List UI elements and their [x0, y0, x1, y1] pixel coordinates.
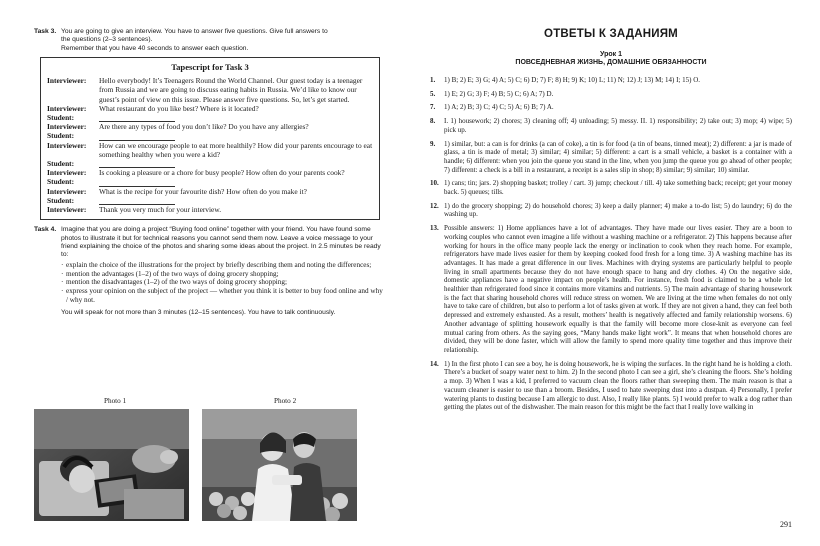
lesson-heading: Урок 1 [600, 51, 622, 58]
answers-title: ОТВЕТЫ К ЗАДАНИЯМ [544, 28, 678, 40]
tapescript-row [47, 122, 373, 131]
speaker-label: Interviewer: [47, 122, 87, 132]
answer-text: I. 1) housework; 2) chores; 3) cleaning off; 4) unloading; 5) messy. II. 1) responsibility; 2) take out; 3) mop; 4) wipe; 5) pick up. [444, 117, 792, 134]
answer-item [430, 179, 792, 196]
blank-line [99, 180, 175, 187]
answer-line [99, 196, 373, 205]
tapescript-row [47, 104, 373, 113]
task4-bullets [61, 261, 384, 305]
answer-item [430, 224, 792, 355]
answer-line [99, 131, 373, 140]
answer-item [430, 76, 792, 85]
task4-bullet: · mention the advantages (1–2) of the two ways of doing grocery shopping; [61, 269, 279, 278]
speaker-text: How can we encourage people to eat more healthily? How did your parents encourage to eat something healthy when you were a kid? [99, 140, 373, 159]
tapescript-row [47, 159, 373, 168]
answer-text: Possible answers: 1) Home appliances have a lot of advantages. They have made our lives easier. They are a boon to working couples who cannot even imagine a life without a washing machine or a refrigerator. 2) This happens because after working for hours in the office many people lack the energy or inclination to cook when they reach home. For example, refrigerators have made lives easier for them by keeping cooked food fresh for a long time. 3) A washing machine has its advantages. It has made a great difference in our lives. Machines with drying systems are particularly helpful to people living in small apartments because they do not have enough space to hang and dry clothes. 4) On the negative side, domestic appliances have a negative impact on people’s health. For instance, fresh food is claimed to be a whole lot healthier than refrigerated food since it contains more vitamins and nutrients. 5) The main advantage of sharing housework is the fact that sharing household chores will reduce stress on women. We are living at the time when females do not only have to take care of children, but also to perform a lot of tasks given at work. If they are not given a hand, they can feel both depressed and extremely exhausted. As a result, mothers’ health is negatively affected and family relationship worsens. 6) Another advantage of splitting housework equally is that the family will become more close-knit as everyone can feel mutual caring from others. As the saying goes, “Many hands make light work”. It means that when household chores are divided, they will be done faster, which will allow the family to spend more quality time together and thus improve their relationship. [444, 224, 792, 354]
task4-bullet: · express your opinion on the subject of the project — whether you think it is better to buy food online and why / why not. [61, 287, 383, 305]
task4-label: Task 4. [34, 226, 57, 234]
tapescript-row [47, 187, 373, 196]
answer-line [99, 177, 373, 186]
answer-line [99, 159, 373, 168]
photos-area [34, 397, 384, 517]
task4-bullet: · explain the choice of the illustrations for the project by briefly describing them and noting the differences; [61, 260, 372, 269]
tapescript-row [47, 131, 373, 140]
answer-text: 1) In the first photo I can see a boy, he is doing housework, he is wiping the surfaces. In the right hand he is holding a cloth. There’s a bucket of soapy water next to him. 2) In the second photo I can see a girl, she’s cleaning the floors. She’s holding a mop. 3) When I was a kid, I preferred to vacuum clean the floors rather than sweeping them. The main reason is that a vacuum cleaner is easier to use than a broom. Besides, I used to hate sweeping dust into a dustpan. 4) Personally, I prefer watering plants to dusting because I am allergic to dust. Also, I really like plants. 5) I would prefer to walk a dog rather than getting the plates out of the dishwasher. The main reason for this might be the fact that I really love walking in [444, 359, 792, 412]
task4-block [34, 226, 384, 317]
answer-number: 1. [430, 76, 436, 84]
answer-number: 9. [430, 139, 436, 148]
answers-list [430, 76, 792, 412]
task3-text: the questions (2–3 sentences). [61, 36, 153, 44]
page-number: 291 [780, 520, 792, 529]
tapescript-row [47, 196, 373, 205]
answer-item [430, 360, 792, 412]
tapescript-title: Tapescript for Task 3 [171, 62, 249, 73]
blank-line [99, 134, 175, 141]
task3-line-1 [34, 28, 384, 36]
speaker-text: Is cooking a pleasure or a chore for busy people? How often do your parents cook? [99, 168, 345, 178]
task4-bullet-text: mention the advantages (1–2) of the two ways of doing grocery shopping; [66, 269, 279, 278]
speaker-label: Student: [47, 131, 75, 141]
blank-line [99, 115, 175, 122]
tapescript-row [47, 113, 373, 122]
speaker-label: Student: [47, 113, 75, 123]
blank-line [99, 198, 175, 205]
answer-text: 1) A; 2) B; 3) C; 4) C; 5) A; 6) B; 7) A. [444, 103, 554, 112]
photo2-image [202, 409, 357, 521]
task3-text: You are going to give an interview. You have to answer five questions. Give full answers to [61, 28, 328, 35]
speaker-label: Student: [47, 159, 75, 169]
speaker-text: What restaurant do you like best? Where is it located? [99, 103, 259, 113]
task3-line-2 [34, 36, 384, 44]
speaker-label: Interviewer: [47, 186, 87, 196]
answer-text: 1) B; 2) E; 3) G; 4) A; 5) C; 6) D; 7) F; 8) H; 9) K; 10) L; 11) N; 12) J; 13) M; 14) I; 15) O. [444, 76, 700, 84]
answer-item [430, 90, 792, 99]
answer-text: 1) similar, but: a can is for drinks (a can of coke), a tin is for food (a tin of beans, tinned meat); 2) different: a jar is made of glass, a tin is made of metal; 3) similar; 4) similar; 5) different: a cart is a small vehicle, a basket is a container with a handle; 6) different: when you join the queue you stand in the line, when you jump the queue you go ahead of other people; 7) different: a check is a bill in a restaurant, a receipt is a sales slip in shop; 8) similar; 9) similar; 10) similar. [444, 139, 792, 174]
tapescript-row [47, 168, 373, 177]
answer-number: 12. [430, 201, 439, 210]
task4-bullet-text: mention the disadvantages (1–2) of the two ways of doing grocery shopping; [66, 278, 287, 287]
answer-item [430, 103, 792, 112]
speaker-text: What is the recipe for your favourite dish? How often do you make it? [99, 186, 307, 196]
task3-label: Task 3. [34, 28, 57, 35]
tapescript-box [40, 57, 380, 220]
task4-closing: You will speak for not more than 3 minutes (12–15 sentences). You have to talk continuously. [61, 308, 336, 316]
speaker-text: Thank you very much for your interview. [99, 205, 222, 215]
answer-number: 8. [430, 117, 436, 126]
speaker-text: Hello everybody! It’s Teenagers Round the World Channel. Our guest today is a teenager from Russia and we are going to discuss eating habits in Russia. We’d like to know our guest’s point of view on this issue. Please answer five questions. So, let’s get started. [99, 76, 363, 104]
speaker-label: Student: [47, 195, 75, 205]
speaker-label: Interviewer: [47, 168, 87, 178]
speaker-text: Are there any types of food you don’t like? Do you have any allergies? [99, 122, 309, 132]
task3-text: Remember that you have 40 seconds to answer each question. [61, 44, 249, 52]
blank-line [99, 161, 175, 168]
tapescript-rows [47, 76, 373, 214]
task4-bullet-text: express your opinion on the subject of the project — whether you think it is better to buy food online and why / why not. [66, 287, 383, 305]
speaker-label: Interviewer: [47, 103, 87, 113]
lesson-subtitle: ПОВСЕДНЕВНАЯ ЖИЗНЬ, ДОМАШНИЕ ОБЯЗАННОСТИ [515, 59, 707, 66]
task4-bullet: · mention the disadvantages (1–2) of the two ways of doing grocery shopping; [61, 278, 287, 287]
answer-item [430, 140, 792, 175]
right-page [430, 28, 792, 417]
answer-text: 1) E; 2) G; 3) F; 4) B; 5) C; 6) A; 7) D. [444, 89, 554, 98]
task4-intro: Imagine that you are doing a project “Buying food online” together with your friend. You have found some photos to illustrate it but for technical reasons you cannot send them now. Leave a voice message to your friend explaining the choice of the photos and sharing some ideas about the project. In 2.5 minutes be ready to: [61, 226, 381, 259]
answer-item [430, 117, 792, 134]
task4-bullet-text: explain the choice of the illustrations for the project by briefly describing them and noting the differences; [66, 260, 372, 269]
speaker-label: Interviewer: [47, 76, 87, 86]
photo1-caption: Photo 1 [104, 397, 127, 405]
tapescript-row [47, 141, 373, 159]
tapescript-row [47, 177, 373, 186]
answer-line [99, 113, 373, 122]
photo1-image [34, 409, 189, 521]
speaker-label: Interviewer: [47, 205, 87, 215]
speaker-label: Student: [47, 177, 75, 187]
answer-text: 1) cans; tin; jars. 2) shopping basket; trolley / cart. 3) jump; checkout / till. 4) take something back; receipt; get your money back. 5) queues; tills. [444, 179, 792, 197]
answer-number: 14. [430, 359, 439, 368]
answer-text: 1) do the grocery shopping; 2) do household chores; 3) keep a daily planner; 4) make a to-do list; 5) do laundry; 6) do the washing up. [444, 201, 792, 219]
answer-number: 13. [430, 224, 439, 233]
speaker-label: Interviewer: [47, 140, 87, 150]
task3-line-3 [34, 45, 384, 53]
answer-number: 5. [430, 89, 436, 98]
tapescript-row [47, 205, 373, 214]
answer-number: 7. [430, 103, 436, 112]
tapescript-row [47, 76, 373, 104]
photo2-caption: Photo 2 [274, 397, 297, 405]
answer-item [430, 202, 792, 219]
left-page [34, 28, 384, 317]
answer-number: 10. [430, 179, 439, 188]
